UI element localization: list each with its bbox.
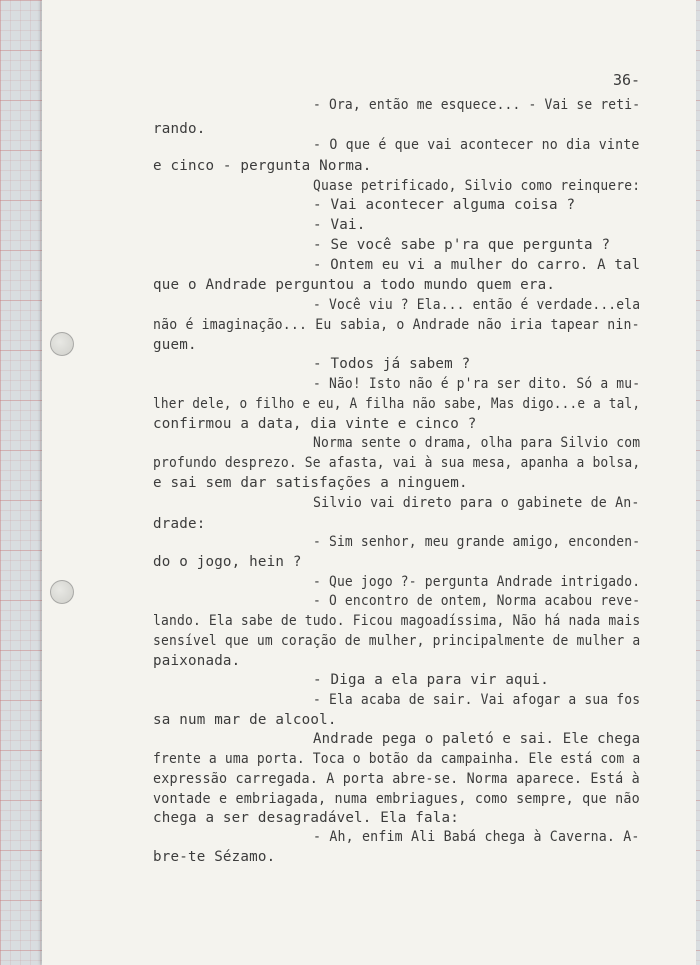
text-line: sa num mar de alcool. bbox=[153, 712, 337, 728]
text-line: - Vai. bbox=[313, 217, 366, 233]
punch-hole-top bbox=[50, 332, 74, 356]
text-line: - Vai acontecer alguma coisa ? bbox=[313, 197, 576, 213]
text-line: chega a ser desagradável. Ela fala: bbox=[153, 810, 459, 826]
text-line: bre-te Sézamo. bbox=[153, 849, 276, 865]
text-line: lando. Ela sabe de tudo. Ficou magoadíssima, Não há nada mais bbox=[153, 613, 641, 629]
text-line: - Sim senhor, meu grande amigo, enconden- bbox=[313, 534, 641, 550]
text-line: paixonada. bbox=[153, 653, 241, 669]
text-line: e cinco - pergunta Norma. bbox=[153, 158, 372, 174]
text-line: - Ora, então me esquece... - Vai se reti- bbox=[313, 97, 641, 113]
text-line: - O que é que vai acontecer no dia vinte bbox=[313, 137, 640, 153]
text-line: vontade e embriagada, numa embriagues, como sempre, que não bbox=[153, 791, 640, 807]
text-line: Silvio vai direto para o gabinete de An- bbox=[313, 495, 640, 511]
punch-hole-bottom bbox=[50, 580, 74, 604]
text-line: - O encontro de ontem, Norma acabou reve- bbox=[313, 593, 641, 609]
text-line: - Não! Isto não é p'ra ser dito. Só a mu- bbox=[313, 376, 641, 392]
text-line: e sai sem dar satisfações a ninguem. bbox=[153, 475, 468, 491]
text-line: sensível que um coração de mulher, principalmente de mulher a bbox=[153, 633, 641, 649]
text-line: Andrade pega o paletó e sai. Ele chega bbox=[313, 731, 641, 747]
text-line: - Ontem eu vi a mulher do carro. A tal bbox=[313, 257, 641, 273]
page-number: 36- bbox=[613, 71, 641, 89]
text-line: profundo desprezo. Se afasta, vai à sua mesa, apanha a bolsa, bbox=[153, 455, 641, 471]
text-line: - Que jogo ?- pergunta Andrade intrigado. bbox=[313, 574, 641, 590]
text-line: - Diga a ela para vir aqui. bbox=[313, 672, 550, 688]
text-line: - Ela acaba de sair. Vai afogar a sua fos bbox=[313, 692, 641, 708]
text-line: expressão carregada. A porta abre-se. Norma aparece. Está à bbox=[153, 771, 640, 787]
text-line: que o Andrade perguntou a todo mundo quem era. bbox=[153, 277, 556, 293]
text-line: lher dele, o filho e eu, A filha não sabe, Mas digo...e a tal, bbox=[153, 396, 641, 412]
text-line: - Todos já sabem ? bbox=[313, 356, 471, 372]
text-line: Norma sente o drama, olha para Silvio com bbox=[313, 435, 641, 451]
text-line: guem. bbox=[153, 337, 197, 353]
text-line: do o jogo, hein ? bbox=[153, 554, 302, 570]
text-line: - Você viu ? Ela... então é verdade...ela bbox=[313, 297, 641, 313]
text-line: - Se você sabe p'ra que pergunta ? bbox=[313, 237, 611, 253]
text-line: frente a uma porta. Toca o botão da campainha. Ele está com a bbox=[153, 751, 641, 767]
text-line: - Ah, enfim Ali Babá chega à Caverna. A- bbox=[313, 829, 640, 845]
text-line: drade: bbox=[153, 516, 206, 532]
text-line: não é imaginação... Eu sabia, o Andrade não iria tapear nin- bbox=[153, 317, 640, 333]
text-line: rando. bbox=[153, 121, 206, 137]
text-line: Quase petrificado, Silvio como reinquere: bbox=[313, 178, 641, 194]
text-line: confirmou a data, dia vinte e cinco ? bbox=[153, 416, 477, 432]
